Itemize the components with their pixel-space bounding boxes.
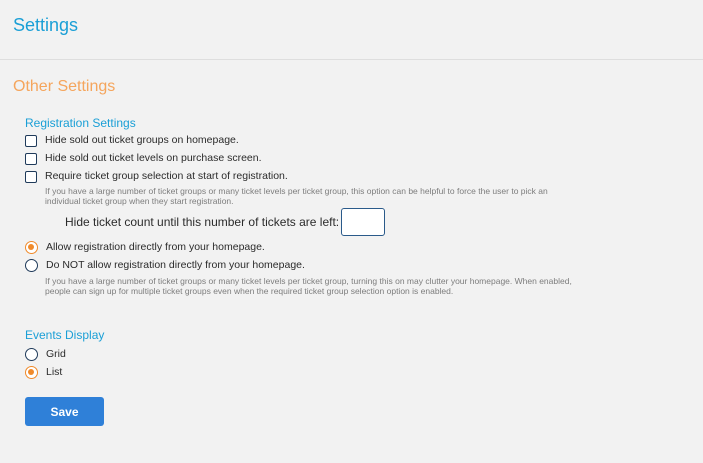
hide-ticket-count-row xyxy=(65,208,385,236)
section-title: Other Settings xyxy=(13,78,116,95)
events-display-heading: Events Display xyxy=(25,328,105,342)
events-display-list-option[interactable] xyxy=(25,366,62,379)
events-display-grid-radio[interactable] xyxy=(25,348,38,361)
homepage-registration-help: If you have a large number of ticket groups or many ticket levels per ticket group, turning this on may clutter your homepage. When enabled, people can sign up for multiple ticket groups even when the required ticket group selection option is enabled. xyxy=(45,276,572,296)
disallow-homepage-registration-option[interactable] xyxy=(25,259,305,272)
hide-sold-out-groups-checkbox[interactable] xyxy=(25,135,37,147)
page-title: Settings xyxy=(13,15,79,35)
hide-sold-out-groups-label: Hide sold out ticket groups on homepage. xyxy=(45,134,239,146)
require-group-selection-help: If you have a large number of ticket groups or many ticket levels per ticket group, this option can be helpful to force the user to pick an individual ticket group when they start registration. xyxy=(45,186,548,206)
events-display-grid-label: Grid xyxy=(46,348,66,360)
hide-sold-out-groups-option[interactable] xyxy=(25,134,239,147)
events-display-grid-option[interactable] xyxy=(25,348,66,361)
events-display-list-radio[interactable] xyxy=(25,366,38,379)
hide-sold-out-levels-checkbox[interactable] xyxy=(25,153,37,165)
allow-homepage-registration-option[interactable] xyxy=(25,241,265,254)
hide-sold-out-levels-option[interactable] xyxy=(25,152,262,165)
events-display-list-label: List xyxy=(46,366,63,378)
hide-sold-out-levels-label: Hide sold out ticket levels on purchase screen. xyxy=(45,152,262,164)
require-group-selection-label: Require ticket group selection at start of registration. xyxy=(45,170,288,182)
disallow-homepage-registration-radio[interactable] xyxy=(25,259,38,272)
allow-homepage-registration-label: Allow registration directly from your homepage. xyxy=(46,241,265,253)
hide-ticket-count-input[interactable] xyxy=(341,208,385,236)
require-group-selection-checkbox[interactable] xyxy=(25,171,37,183)
disallow-homepage-registration-label: Do NOT allow registration directly from your homepage. xyxy=(46,259,305,271)
registration-settings-heading: Registration Settings xyxy=(25,116,136,130)
hide-ticket-count-label: Hide ticket count until this number of tickets are left: xyxy=(65,215,340,229)
save-button[interactable]: Save xyxy=(25,397,104,426)
allow-homepage-registration-radio[interactable] xyxy=(25,241,38,254)
require-group-selection-option[interactable] xyxy=(25,170,288,183)
header-divider xyxy=(0,59,703,60)
